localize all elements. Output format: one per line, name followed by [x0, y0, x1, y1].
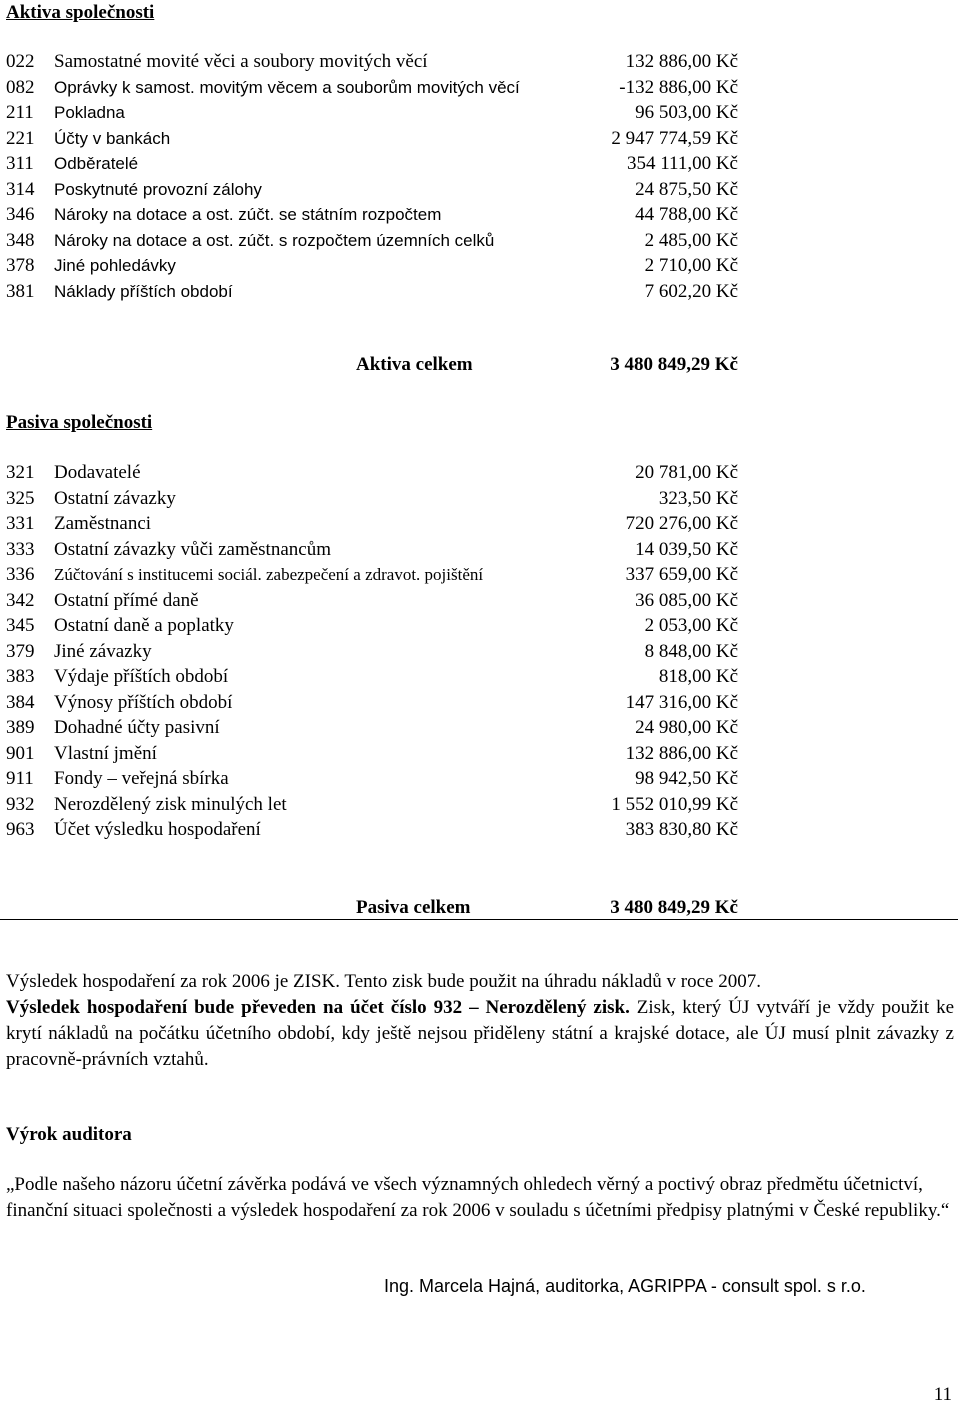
account-name: Pokladna — [54, 103, 125, 122]
account-name: Vlastní jmění — [54, 742, 157, 764]
page-number: 11 — [933, 1384, 952, 1405]
table-row — [6, 152, 746, 176]
table-row — [6, 742, 746, 766]
account-code: 911 — [6, 768, 34, 789]
account-name: Jiné závazky — [54, 640, 152, 662]
account-name: Fondy – veřejná sbírka — [54, 768, 229, 789]
account-amount: 2 947 774,59 Kč — [611, 127, 738, 149]
table-row — [6, 203, 746, 227]
account-name: Výnosy příštích období — [54, 691, 233, 713]
account-amount: 354 111,00 Kč — [627, 153, 738, 174]
table-row — [6, 716, 746, 740]
account-code: 082 — [6, 76, 35, 98]
account-code: 211 — [6, 102, 34, 123]
table-row — [6, 691, 746, 715]
account-amount: 132 886,00 Kč — [625, 51, 738, 72]
account-amount: 24 875,50 Kč — [635, 178, 738, 200]
table-row — [6, 793, 746, 817]
table-row — [6, 50, 746, 74]
table-row — [6, 614, 746, 638]
account-amount: 14 039,50 Kč — [635, 538, 738, 560]
account-amount: 2 485,00 Kč — [644, 229, 738, 251]
account-amount: 36 085,00 Kč — [635, 589, 738, 611]
account-code: 348 — [6, 229, 35, 251]
account-amount: 2 053,00 Kč — [644, 615, 738, 636]
result-rest: Zisk, který ÚJ vytváří je vždy použit ke krytí nákladů na počátku účetního období, kdy ještě nejsou přiděleny státní a krajské dotace, ale ÚJ musí plnit závazky z pracovně-právních vztahů. — [6, 997, 954, 1070]
table-row — [6, 538, 746, 562]
account-amount: 8 848,00 Kč — [644, 640, 738, 662]
account-name: Samostatné movité věci a soubory movitých věcí — [54, 51, 428, 72]
table-row — [6, 76, 746, 100]
table-row — [6, 512, 746, 536]
account-name: Účet výsledku hospodaření — [54, 819, 261, 840]
account-code: 345 — [6, 615, 35, 636]
account-code: 383 — [6, 666, 35, 687]
account-name: Nároky na dotace a ost. zúčt. s rozpočtem územních celků — [54, 230, 495, 250]
account-name: Dohadné účty pasivní — [54, 717, 220, 738]
account-amount: 2 710,00 Kč — [644, 255, 738, 276]
liabilities-title: Pasiva společnosti — [6, 412, 153, 433]
table-row — [6, 229, 746, 253]
auditor-signature: Ing. Marcela Hajná, auditorka, AGRIPPA - consult spol. s r.o. — [384, 1276, 866, 1296]
account-code: 321 — [6, 462, 35, 483]
divider-rule — [0, 919, 958, 920]
table-row — [6, 487, 746, 511]
account-amount: 24 980,00 Kč — [635, 717, 738, 738]
liabilities-total-value: 3 480 849,29 Kč — [610, 897, 738, 918]
account-code: 331 — [6, 513, 35, 534]
account-code: 378 — [6, 255, 35, 276]
account-amount: 818,00 Kč — [658, 666, 738, 687]
account-code: 314 — [6, 178, 35, 200]
table-row — [6, 767, 746, 791]
account-amount: -132 886,00 Kč — [619, 76, 738, 98]
table-row — [6, 563, 746, 587]
account-code: 342 — [6, 589, 35, 611]
table-row — [6, 461, 746, 485]
account-code: 325 — [6, 487, 35, 509]
assets-total-label: Aktiva celkem — [356, 354, 473, 375]
account-code: 346 — [6, 204, 35, 225]
account-code: 963 — [6, 819, 35, 840]
result-bold-sentence: Výsledek hospodaření bude převeden na účet číslo 932 – Nerozdělený zisk. — [6, 997, 630, 1018]
table-row — [6, 640, 746, 664]
table-row — [6, 254, 746, 278]
assets-total-value: 3 480 849,29 Kč — [610, 354, 738, 375]
account-name: Poskytnuté provozní zálohy — [54, 179, 262, 199]
account-code: 389 — [6, 717, 35, 738]
account-amount: 96 503,00 Kč — [635, 102, 738, 123]
account-code: 901 — [6, 742, 35, 764]
table-row — [6, 101, 746, 125]
audit-title: Výrok auditora — [6, 1124, 132, 1145]
account-name: Zaměstnanci — [54, 513, 152, 534]
account-name: Dodavatelé — [54, 462, 141, 483]
table-row — [6, 280, 746, 304]
account-name: Nároky na dotace a ost. zúčt. se státním rozpočtem — [54, 205, 442, 224]
account-code: 311 — [6, 153, 34, 174]
assets-title: Aktiva společnosti — [6, 2, 155, 23]
account-name: Výdaje příštích období — [54, 666, 229, 687]
table-row — [6, 589, 746, 613]
account-amount: 98 942,50 Kč — [635, 768, 738, 789]
account-name: Oprávky k samost. movitým věcem a souborům movitých věcí — [54, 77, 520, 97]
account-name: Ostatní daně a poplatky — [54, 615, 234, 636]
account-name: Nerozdělený zisk minulých let — [54, 793, 287, 815]
account-name: Zúčtování s institucemi sociál. zabezpečení a zdravot. pojištění — [54, 565, 484, 584]
account-code: 336 — [6, 564, 35, 585]
account-name: Náklady příštích období — [54, 281, 233, 301]
account-code: 384 — [6, 691, 35, 713]
account-amount: 1 552 010,99 Kč — [611, 793, 738, 815]
account-amount: 147 316,00 Kč — [625, 691, 738, 713]
table-row — [6, 127, 746, 151]
account-amount: 132 886,00 Kč — [625, 742, 738, 764]
account-code: 932 — [6, 793, 35, 815]
result-line-1: Výsledek hospodaření za rok 2006 je ZISK. Tento zisk bude použit na úhradu nákladů v roce 2007. — [6, 971, 761, 992]
result-paragraph — [6, 969, 954, 1073]
account-amount: 44 788,00 Kč — [635, 204, 738, 225]
account-code: 022 — [6, 51, 35, 72]
account-name: Účty v bankách — [54, 128, 171, 148]
account-code: 221 — [6, 127, 35, 149]
account-code: 379 — [6, 640, 35, 662]
account-name: Ostatní závazky — [54, 487, 176, 509]
account-amount: 7 602,20 Kč — [644, 280, 738, 302]
account-amount: 337 659,00 Kč — [625, 564, 738, 585]
account-name: Ostatní závazky vůči zaměstnancům — [54, 538, 331, 560]
account-amount: 323,50 Kč — [658, 487, 738, 509]
account-code: 381 — [6, 280, 35, 302]
table-row — [6, 665, 746, 689]
table-row — [6, 178, 746, 202]
account-name: Ostatní přímé daně — [54, 589, 199, 611]
account-amount: 720 276,00 Kč — [625, 513, 738, 534]
account-amount: 383 830,80 Kč — [625, 819, 738, 840]
table-row — [6, 818, 746, 842]
audit-quote: „Podle našeho názoru účetní závěrka podává ve všech významných ohledech věrný a poctivý obraz předmětu účetnictví, finanční situaci společnosti a výsledek hospodaření za rok 2006 v souladu s účetními předpisy platnými v České republiky.“ — [6, 1174, 950, 1221]
liabilities-total-label: Pasiva celkem — [356, 897, 471, 918]
account-amount: 20 781,00 Kč — [635, 462, 738, 483]
account-name: Odběratelé — [54, 154, 139, 173]
account-name: Jiné pohledávky — [54, 256, 176, 275]
account-code: 333 — [6, 538, 35, 560]
